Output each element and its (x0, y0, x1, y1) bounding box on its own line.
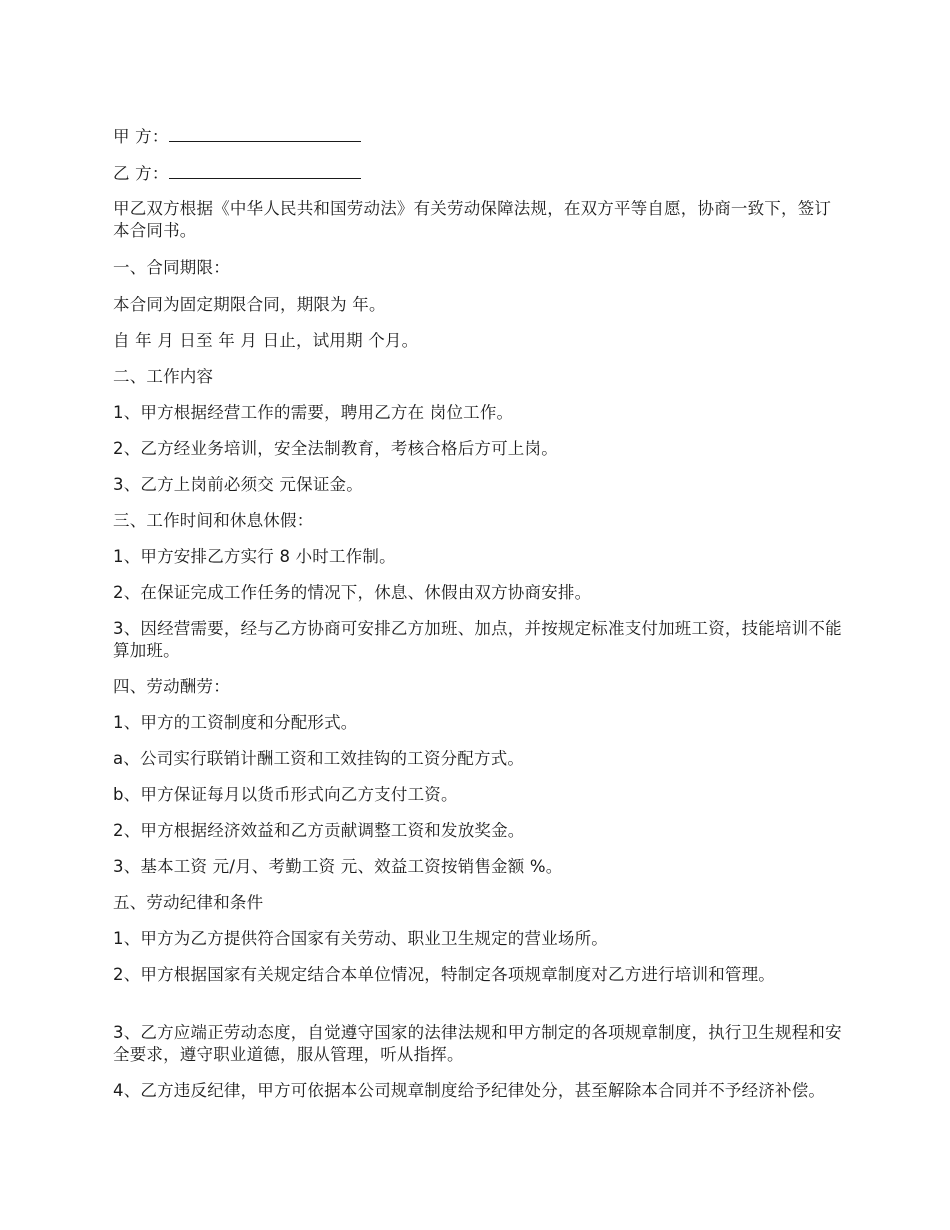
section-1-item-period: 自 年 月 日至 年 月 日止，试用期 个月。 (113, 331, 419, 350)
section-3-heading: 三、工作时间和休息休假： (113, 511, 314, 530)
section-2-item-3: 3、乙方上岗前必须交 元保证金。 (113, 475, 363, 494)
section-1-heading: 一、合同期限： (113, 258, 230, 277)
section-4-heading: 四、劳动酬劳： (113, 677, 230, 696)
section-4-item-3: 3、基本工资 元/月、考勤工资 元、效益工资按销售金额 %。 (113, 857, 563, 876)
section-4-item-1: 1、甲方的工资制度和分配形式。 (113, 713, 358, 732)
section-5-item-3: 3、乙方应端正劳动态度，自觉遵守国家的法律法规和甲方制定的各项规章制度，执行卫生规程和安全要求，遵守职业道德，服从管理，听从指挥。 (113, 1023, 842, 1064)
section-5-item-4: 4、乙方违反纪律，甲方可依据本公司规章制度给予纪律处分，甚至解除本合同并不予经济补偿。 (113, 1081, 826, 1100)
section-3-item-2: 2、在保证完成工作任务的情况下，休息、休假由双方协商安排。 (113, 583, 592, 602)
section-3-item-1: 1、甲方安排乙方实行 8 小时工作制。 (113, 547, 396, 566)
party-b-label: 乙 方： (113, 164, 169, 183)
party-b-line (113, 162, 361, 185)
section-5-item-1: 1、甲方为乙方提供符合国家有关劳动、职业卫生规定的营业场所。 (113, 929, 608, 948)
section-1-item-term: 本合同为固定期限合同，期限为 年。 (113, 295, 386, 314)
preamble-paragraph: 甲乙双方根据《中华人民共和国劳动法》有关劳动保障法规，在双方平等自愿，协商一致下，签订本合同书。 (113, 199, 832, 240)
section-5-item-2: 2、甲方根据国家有关规定结合本单位情况，特制定各项规章制度对乙方进行培训和管理。 (113, 965, 775, 984)
party-b-blank (169, 162, 361, 179)
party-a-label: 甲 方： (113, 127, 169, 146)
section-3-item-3: 3、因经营需要，经与乙方协商可安排乙方加班、加点，并按规定标准支付加班工资，技能培训不能算加班。 (113, 619, 842, 660)
section-2-heading: 二、工作内容 (113, 367, 214, 386)
party-a-blank (169, 125, 361, 142)
section-5-heading: 五、劳动纪律和条件 (113, 893, 264, 912)
party-a-line (113, 125, 361, 148)
section-4-item-2: 2、甲方根据经济效益和乙方贡献调整工资和发放奖金。 (113, 821, 525, 840)
section-2-item-2: 2、乙方经业务培训，安全法制教育，考核合格后方可上岗。 (113, 439, 558, 458)
section-4-item-1b: b、甲方保证每月以货币形式向乙方支付工资。 (113, 785, 458, 804)
section-4-item-1a: a、公司实行联销计酬工资和工效挂钩的工资分配方式。 (113, 749, 525, 768)
section-2-item-1: 1、甲方根据经营工作的需要，聘用乙方在 岗位工作。 (113, 403, 514, 422)
